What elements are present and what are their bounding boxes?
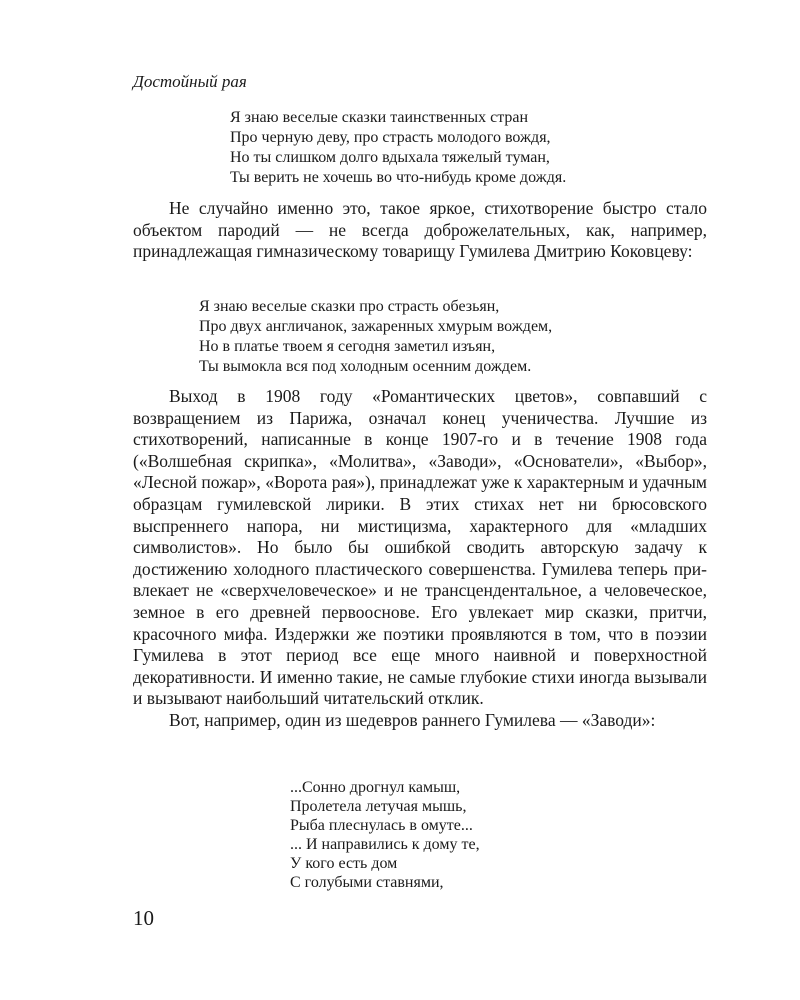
poem-line: Про черную деву, про страсть молодого вождя, xyxy=(230,129,551,146)
paragraph: Вот, например, один из шедевров раннего Гумилева — «Заводи»: xyxy=(169,709,656,730)
poem-line: Но ты слишком долго вдыхала тяжелый туман, xyxy=(230,149,550,166)
prose-block-1 xyxy=(133,198,707,263)
poem-line: Про двух англичанок, зажаренных хмурым вождем, xyxy=(199,318,553,335)
paragraph: Не случайно именно это, такое яркое, стихотворение быстро стало объектом пародий — не всегда доброжелательных, как, например, принадлежащая гимназическому товарищу Гумилева Дмитрию Коковцеву: xyxy=(133,198,707,262)
poem-line: ... И направились к дому те, xyxy=(290,836,480,853)
poem-excerpt-3 xyxy=(290,778,480,892)
poem-line: С голубыми ставнями, xyxy=(290,874,444,891)
poem-line: Я знаю веселые сказки таинственных стран xyxy=(230,109,529,126)
poem-line: Но в платье твоем я сегодня заметил изъян, xyxy=(199,338,496,355)
poem-line: Рыба плеснулась в омуте... xyxy=(290,817,473,834)
poem-line: ...Сонно дрогнул камыш, xyxy=(290,779,461,796)
poem-line: Ты верить не хочешь во что-нибудь кроме дождя. xyxy=(230,169,567,186)
prose-block-2 xyxy=(133,386,707,732)
page-number: 10 xyxy=(133,906,154,930)
poem-excerpt-2 xyxy=(199,297,552,377)
poem-line: Я знаю веселые сказки про страсть обезьян, xyxy=(199,298,500,315)
poem-excerpt-1 xyxy=(230,108,566,188)
poem-line: Ты вымокла вся под холодным осенним дождем. xyxy=(199,358,532,375)
poem-line: У кого есть дом xyxy=(290,855,398,872)
paragraph: Выход в 1908 году «Романтических цветов», совпавший с возвращением из Парижа, означал конец ученичества. Лучшие из стихотворений, написанные в конце 1907-го и в течение 1908 года («Волшебная скрипка», «Молитва», «Заводи», «Основатели», «Выбор», «Лесной пожар», «Ворота рая»), принадлежат уже к характерным и удачным образцам гумилевской лирики. В этих стихах нет ни брюсовского выспреннего напора, ни мистицизма, характерного для «младших символистов». Но было бы ошибкой сводить авторскую задачу к достижению холодного пластического совершенства. Гумилева теперь привлекает не «сверхчеловеческое» и не трансцендентальное, а человеческое, земное в его древней первооснове. Его увлекает мир сказки, притчи, красочного мифа. Издержки же поэтики проявляются в том, что в поэзии Гумилева в этот период все еще много наивной и поверхностной декоративности. И именно такие, не самые глубокие стихи иногда вызывали и вызывают наибольший читательский отклик. xyxy=(133,386,707,709)
poem-line: Пролетела летучая мышь, xyxy=(290,798,467,815)
running-title: Достойный рая xyxy=(133,72,247,91)
